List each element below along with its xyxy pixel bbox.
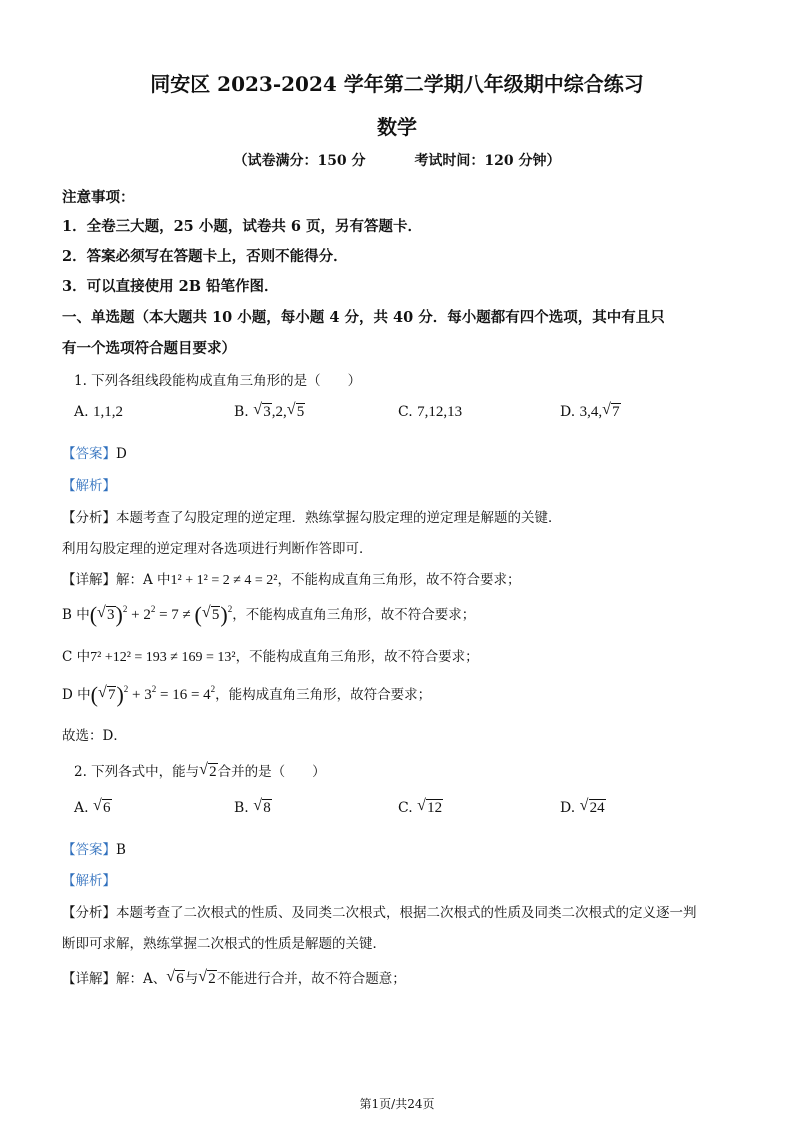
q1-option-c (398, 404, 462, 421)
q2-option-d: D. √ 24 (560, 800, 606, 817)
q2-option-c: C. √ 12 (398, 800, 443, 817)
exam-meta (0, 150, 794, 170)
q1-option-b: B. √ 3,2,√ 5 (234, 404, 305, 421)
q1-analysis-tag: 【解析】 (62, 478, 116, 494)
notes-heading: 注意事项： (62, 189, 135, 206)
q1-detail-c: C 中7² +12² = 193 ≠ 169 = 13²，不能构成直角三角形，故不符合要求； (62, 649, 479, 665)
option-label: C. (398, 404, 413, 420)
note-item: 1．全卷三大题，25 小题，试卷共 6 页，另有答题卡． (62, 218, 422, 235)
sqrt-symbol: √ 5 (287, 404, 306, 421)
q2-option-b: B. √ 8 (234, 800, 272, 817)
section-heading: 一、单选题（本大题共 10 小题，每小题 4 分，共 40 分．每小题都有四个选项，其中有且只 (62, 309, 665, 326)
q2-detail-a: 【详解】解：A、√ 6与√ 2不能进行合并，故不符合题意； (62, 967, 406, 988)
q1-conclusion: 故选：D． (62, 728, 127, 744)
answer-value: B (116, 842, 126, 858)
q1-answer: 【答案】D (62, 446, 127, 462)
sqrt-symbol: √ 12 (417, 800, 443, 817)
q2-fenxi-cont: 断即可求解，熟练掌握二次根式的性质是解题的关键． (62, 936, 386, 952)
sqrt-symbol: √ 6 (166, 971, 185, 988)
q1-detail-d: D 中(√ $7)^2 + 3^2 = 16 = 4^2$，能构成直角三角形，故符合要求； (62, 682, 431, 708)
q1-fenxi: 【分析】本题考查了勾股定理的逆定理．熟练掌握勾股定理的逆定理是解题的关键． (62, 510, 562, 526)
exam-time: 考试时间：120 分钟） (414, 153, 561, 169)
option-value: 1,1,2 (93, 404, 124, 420)
sqrt-symbol: √ 8 (253, 800, 272, 817)
q1-detail-b: B 中(√ $3)^2 + 2^2 = 7$ ≠ (√ 5)$^2$，不能构成直角三角形，故不符合要求； (62, 602, 475, 628)
sqrt-symbol: √ 24 (580, 800, 606, 817)
section-heading-cont: 有一个选项符合题目要求） (62, 340, 236, 357)
q1-option-a (74, 404, 123, 421)
note-item: 3．可以直接使用 2B 铅笔作图． (62, 278, 279, 295)
full-score: （试卷满分：150 分 (233, 153, 366, 169)
question-2-stem: 2. 下列各式中，能与√ 2合并的是（ ） (74, 760, 326, 781)
q1-option-d: D. 3,4,√ 7 (560, 404, 621, 421)
question-1-stem: 1. 下列各组线段能构成直角三角形的是（ ） (74, 373, 362, 389)
q1-detail-a: 【详解】解：A 中1² + 1² = 2 ≠ 4 = 2²，不能构成直角三角形，故不符合要求； (62, 572, 521, 588)
q2-fenxi: 【分析】本题考查了二次根式的性质、及同类二次根式，根据二次根式的性质及同类二次根式的定义逐一判 (62, 905, 697, 921)
sqrt-symbol: √ 2 (199, 764, 218, 781)
option-value: 7,12,13 (417, 404, 463, 420)
page-footer: 第1页/共24页 (359, 1097, 435, 1111)
q1-fenxi-cont: 利用勾股定理的逆定理对各选项进行判断作答即可． (62, 541, 373, 557)
sqrt-symbol: √ 3 (253, 404, 272, 421)
sqrt-symbol: √ 6 (93, 800, 112, 817)
option-label: A. (74, 404, 89, 420)
sqrt-symbol: √ 2 (198, 971, 217, 988)
q2-answer: 【答案】B (62, 842, 126, 858)
sqrt-symbol: √ 7 (602, 404, 621, 421)
option-label: D. (560, 404, 576, 420)
page-title: 同安区 2023-2024 学年第二学期八年级期中综合练习 (150, 72, 644, 96)
option-label: B. (234, 404, 249, 420)
subject-title: 数学 (377, 115, 417, 139)
answer-value: D (116, 446, 127, 462)
q2-analysis-tag: 【解析】 (62, 873, 116, 889)
q2-option-a: A. √ 6 (74, 800, 112, 817)
note-item: 2．答案必须写在答题卡上，否则不能得分． (62, 248, 348, 265)
